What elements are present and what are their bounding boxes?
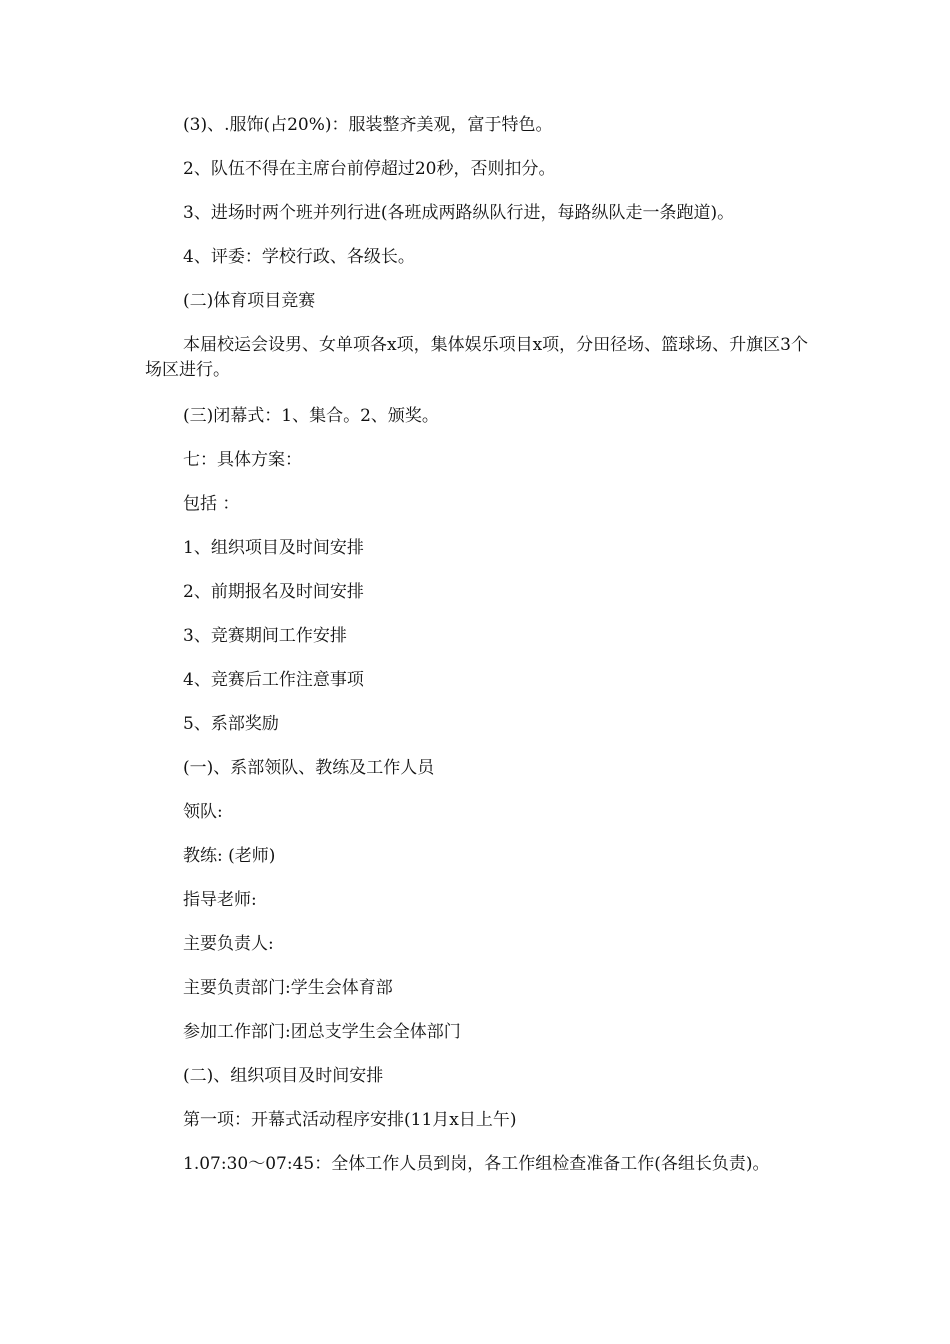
list-item: 4、竞赛后工作注意事项 bbox=[183, 670, 364, 690]
paragraph: 1.07:30～07:45：全体工作人员到岗，各工作组检查准备工作(各组长负责)。 bbox=[183, 1154, 770, 1174]
list-item: 5、系部奖励 bbox=[183, 714, 279, 734]
paragraph: 3、进场时两个班并列行进(各班成两路纵队行进，每路纵队走一条跑道)。 bbox=[183, 203, 735, 223]
section-heading: (三)闭幕式：1、集合。2、颁奖。 bbox=[183, 406, 439, 426]
section-heading: (二)体育项目竞赛 bbox=[183, 291, 316, 311]
paragraph: 4、评委：学校行政、各级长。 bbox=[183, 247, 415, 267]
list-item: 2、前期报名及时间安排 bbox=[183, 582, 364, 602]
paragraph: 本届校运会设男、女单项各x项，集体娱乐项目x项，分田径场、篮球场、升旗区3个场区进行。 bbox=[145, 335, 808, 380]
field-line: 主要负责部门:学生会体育部 bbox=[183, 978, 393, 998]
document-body bbox=[145, 113, 813, 1198]
paragraph: 包括 ： bbox=[183, 494, 240, 514]
field-line: 教练: (老师) bbox=[183, 846, 276, 866]
section-heading: 七：具体方案： bbox=[183, 450, 302, 470]
field-line: 领队: bbox=[183, 802, 223, 822]
field-line: 主要负责人: bbox=[183, 934, 274, 954]
section-heading: (二)、组织项目及时间安排 bbox=[183, 1066, 384, 1086]
list-item: 3、竞赛期间工作安排 bbox=[183, 626, 347, 646]
list-item: 1、组织项目及时间安排 bbox=[183, 538, 364, 558]
section-heading: (一)、系部领队、教练及工作人员 bbox=[183, 758, 435, 778]
paragraph: 2、队伍不得在主席台前停超过20秒，否则扣分。 bbox=[183, 159, 556, 179]
paragraph: 第一项：开幕式活动程序安排(11月x日上午) bbox=[183, 1110, 517, 1130]
paragraph: (3)、.服饰(占20%)：服装整齐美观，富于特色。 bbox=[183, 115, 553, 135]
field-line: 指导老师: bbox=[183, 890, 257, 910]
field-line: 参加工作部门:团总支学生会全体部门 bbox=[183, 1022, 461, 1042]
